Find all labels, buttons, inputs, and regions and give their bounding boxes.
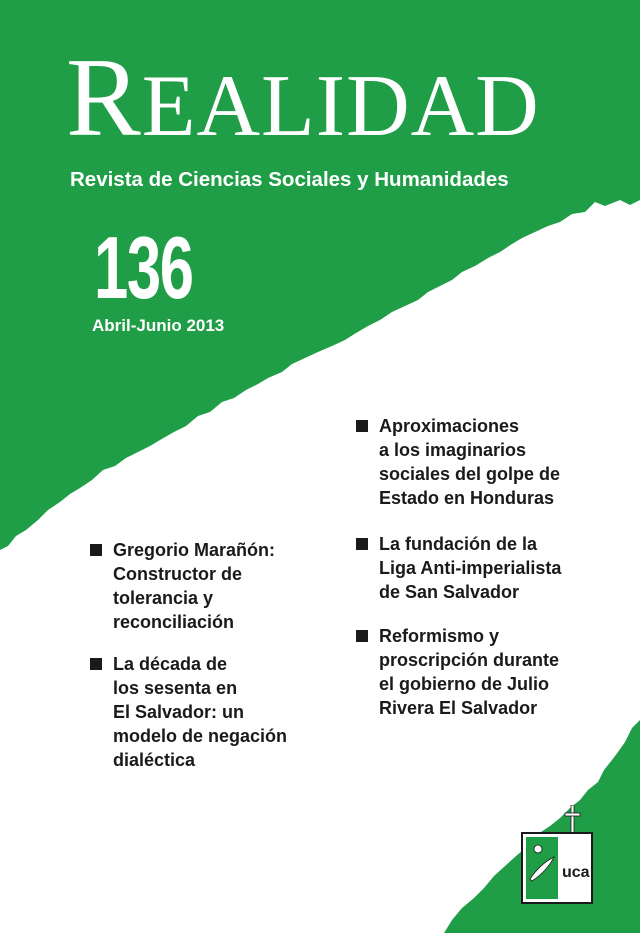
article-title: Gregorio Marañón: Constructor de tolerancia y reconciliación: [113, 540, 276, 632]
publisher-logo: [520, 805, 596, 905]
article-item: [90, 538, 275, 634]
article-item: [356, 532, 561, 604]
logo-letters: uca: [562, 864, 590, 881]
bullet-square-icon: [356, 538, 368, 550]
title-rest: EALIDAD: [141, 58, 540, 155]
article-title: Aproximaciones a los imaginarios sociales del golpe de Estado en Honduras: [379, 416, 561, 508]
article-item: [356, 624, 559, 720]
magazine-title: [66, 36, 540, 160]
bullet-square-icon: [356, 420, 368, 432]
bullet-square-icon: [356, 630, 368, 642]
magazine-subtitle: Revista de Ciencias Sociales y Humanidades: [70, 168, 509, 191]
bullet-square-icon: [90, 544, 102, 556]
title-initial: R: [66, 36, 142, 160]
article-title: La década de los sesenta en El Salvador: un modelo de negación dialéctica: [113, 654, 288, 770]
issue-date: Abril-Junio 2013: [92, 316, 225, 335]
article-title: La fundación de la Liga Anti-imperialista de San Salvador: [379, 534, 562, 602]
article-item: [356, 414, 560, 510]
article-title: Reformismo y proscripción durante el gobierno de Julio Rivera El Salvador: [379, 626, 560, 718]
article-item: [90, 652, 287, 772]
issue-number: 136: [94, 218, 193, 317]
bullet-square-icon: [90, 658, 102, 670]
